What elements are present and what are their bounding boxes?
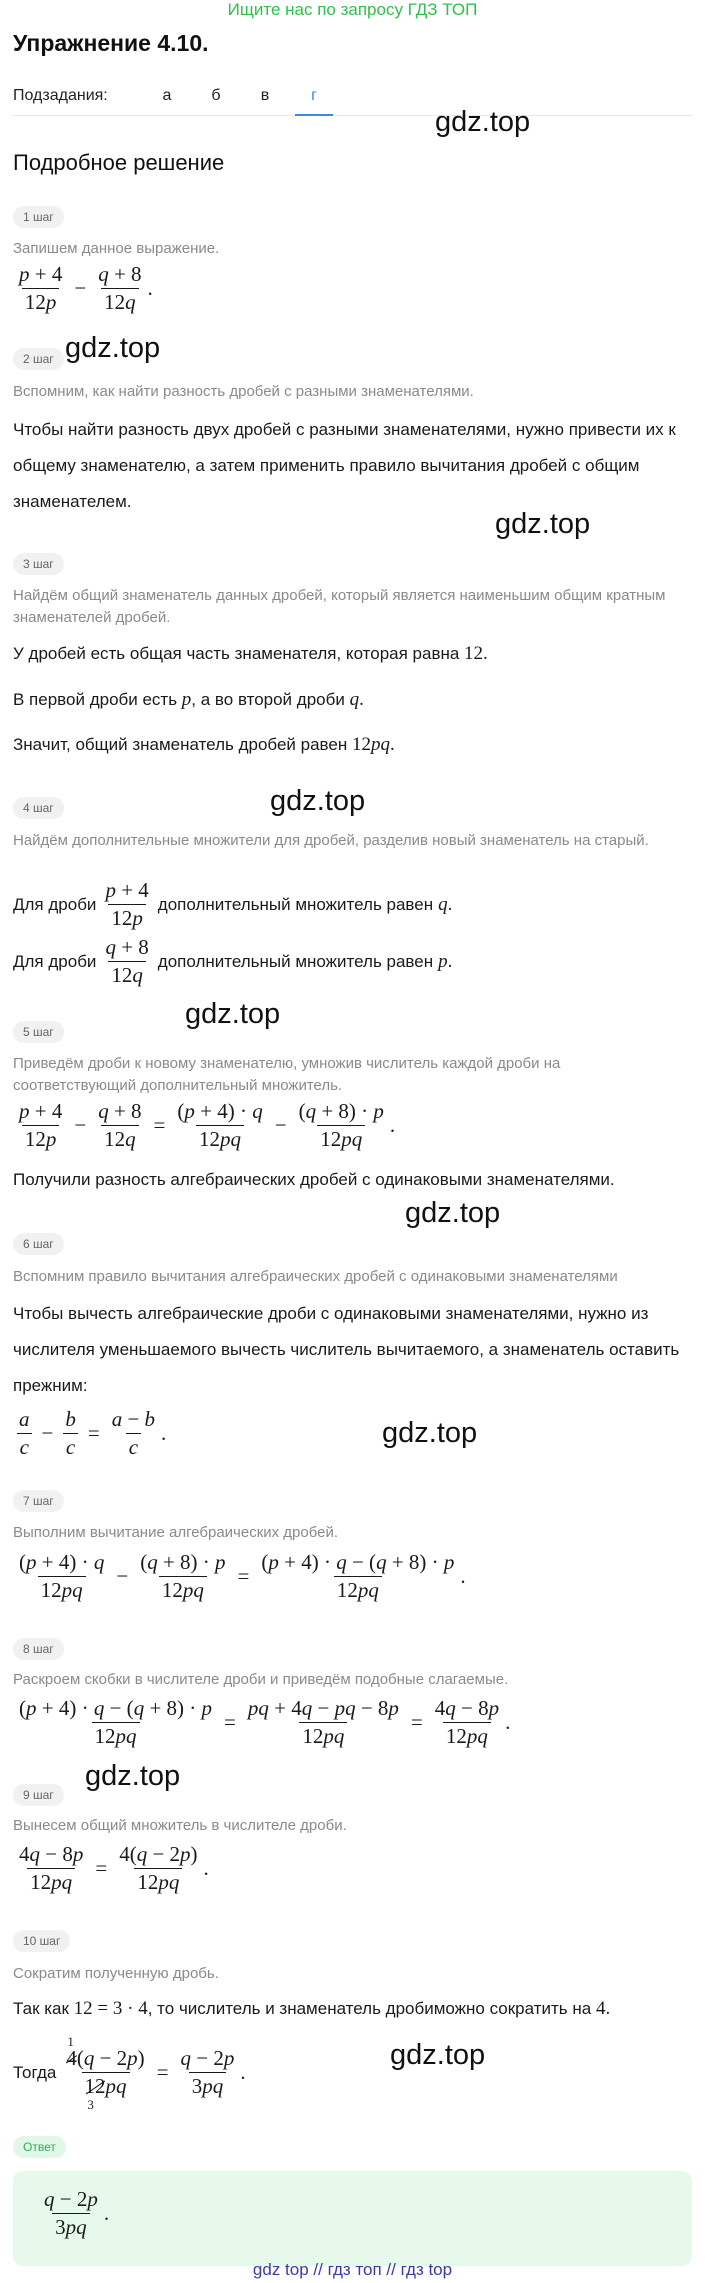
watermark: gdz.top xyxy=(495,508,591,540)
subtasks-label: Подзадания: xyxy=(13,87,108,104)
step-badge: 6 шаг xyxy=(13,1233,64,1255)
step-text: Для дроби $\frac{p + 4}{12p}$ дополнительный множитель равен q. xyxy=(13,878,453,930)
step-text: Для дроби $\frac{q + 8}{12q}$ дополнительный множитель равен p. xyxy=(13,935,453,987)
step-hint: Выполним вычитание алгебраических дробей. xyxy=(13,1524,339,1541)
math-expression: $\frac{(p + 4) \cdot q - (q + 8) \cdot p}{12pq}$ = $\frac{pq + 4q - pq - 8p}{12pq}$ = $\frac{4q - 8p}{12pq}$ . xyxy=(19,1696,511,1748)
step-hint: Сократим полученную дробь. xyxy=(13,1965,219,1982)
tab-v[interactable]: в xyxy=(260,87,270,104)
step-badge: 1 шаг xyxy=(13,206,64,228)
step-text: Значит, общий знаменатель дробей равен 12pq. xyxy=(13,734,395,755)
step-badge: 7 шаг xyxy=(13,1490,64,1512)
step-hint: Найдём общий знаменатель данных дробей, который является наименьшим общим кратным знаменателей дробей. xyxy=(13,587,666,626)
step-badge: 10 шаг xyxy=(13,1930,70,1952)
watermark: gdz.top xyxy=(270,785,366,817)
step-hint: Вспомним правило вычитания алгебраических дробей с одинаковыми знаменателями xyxy=(13,1268,618,1285)
step-badge: 8 шаг xyxy=(13,1638,64,1660)
watermark: gdz.top xyxy=(85,1760,181,1792)
step-badge: 2 шаг xyxy=(13,348,64,370)
step-text: Так как 12 = 3 · 4, то числитель и знаменатель дробиможно сократить на 4. xyxy=(13,1998,611,2019)
step-text: Тогда 4(q − 2p) 12pq 1 3 = $\frac{q - 2p}{3pq}$ . xyxy=(13,2034,246,2112)
step-hint: Раскроем скобки в числителе дроби и приведём подобные слагаемые. xyxy=(13,1671,509,1688)
step-badge: 5 шаг xyxy=(13,1021,64,1043)
watermark: gdz.top xyxy=(435,106,531,138)
step-hint: Запишем данное выражение. xyxy=(13,240,220,257)
math-expression: $\frac{4q - 8p}{12pq}$ = $\frac{4(q - 2p)}{12pq}$ . xyxy=(19,1842,209,1894)
footer-links[interactable]: gdz top // гдз топ // гдз top xyxy=(252,2260,453,2279)
tab-b[interactable]: б xyxy=(211,87,221,104)
tab-a[interactable]: а xyxy=(162,87,172,104)
answer-expression: $\frac{q - 2p}{3pq}$ . xyxy=(44,2187,110,2239)
step-badge: 9 шаг xyxy=(13,1784,64,1806)
top-banner[interactable]: Ищите нас по запросу ГДЗ ТОП xyxy=(227,0,478,19)
math-expression: $\frac{p + 4}{12p}$ − $\frac{q + 8}{12q}$ . xyxy=(19,262,153,314)
watermark: gdz.top xyxy=(390,2039,486,2071)
step-text: В первой дроби есть p, а во второй дроби q. xyxy=(13,689,364,710)
watermark: gdz.top xyxy=(405,1197,501,1229)
step-text: У дробей есть общая часть знаменателя, которая равна 12. xyxy=(13,643,488,664)
step-text: Чтобы найти разность двух дробей с разными знаменателями, нужно привести их к общему знаменателю, а затем применить правило вычитания дробей с общим знаменателем. xyxy=(13,420,676,511)
section-title: Подробное решение xyxy=(13,150,225,175)
step-badge: 4 шаг xyxy=(13,797,64,819)
math-expression: $\frac{p + 4}{12p}$ − $\frac{q + 8}{12q}$ = $\frac{(p + 4) \cdot q}{12pq}$ − $\frac{(q + 8) \cdot p}{12pq}$ . xyxy=(19,1099,396,1151)
page-title: Упражнение 4.10. xyxy=(13,30,209,56)
watermark: gdz.top xyxy=(382,1417,478,1449)
step-text: Чтобы вычесть алгебраические дроби с одинаковыми знаменателями, нужно из числителя уменьшаемого вычесть числитель вычитаемого, а знаменатель оставить прежним: xyxy=(13,1304,680,1395)
step-hint: Вспомним, как найти разность дробей с разными знаменателями. xyxy=(13,383,474,400)
watermark: gdz.top xyxy=(65,332,161,364)
math-rule: $\frac{a}{c}$ − $\frac{b}{c}$ = $\frac{a - b}{c}$ . xyxy=(13,1407,166,1460)
watermark: gdz.top xyxy=(185,998,281,1030)
subtasks-bar xyxy=(13,83,693,116)
answer-badge: Ответ xyxy=(13,2136,66,2158)
step-hint: Приведём дроби к новому знаменателю, умножив числитель каждой дроби на соответствующий дополнительный множитель. xyxy=(13,1055,561,1094)
step-text: Получили разность алгебраических дробей с одинаковыми знаменателями. xyxy=(13,1170,615,1189)
math-expression: $\frac{(p + 4) \cdot q}{12pq}$ − $\frac{(q + 8) \cdot p}{12pq}$ = $\frac{(p + 4) \cdot q - (q + 8) \cdot p}{12pq}$ . xyxy=(19,1550,466,1602)
step-badge: 3 шаг xyxy=(13,553,64,575)
step-hint: Найдём дополнительные множители для дробей, разделив новый знаменатель на старый. xyxy=(13,832,649,849)
tab-g[interactable]: г xyxy=(295,87,333,116)
step-hint: Вынесем общий множитель в числителе дроби. xyxy=(13,1817,347,1834)
answer-box xyxy=(13,2171,692,2266)
